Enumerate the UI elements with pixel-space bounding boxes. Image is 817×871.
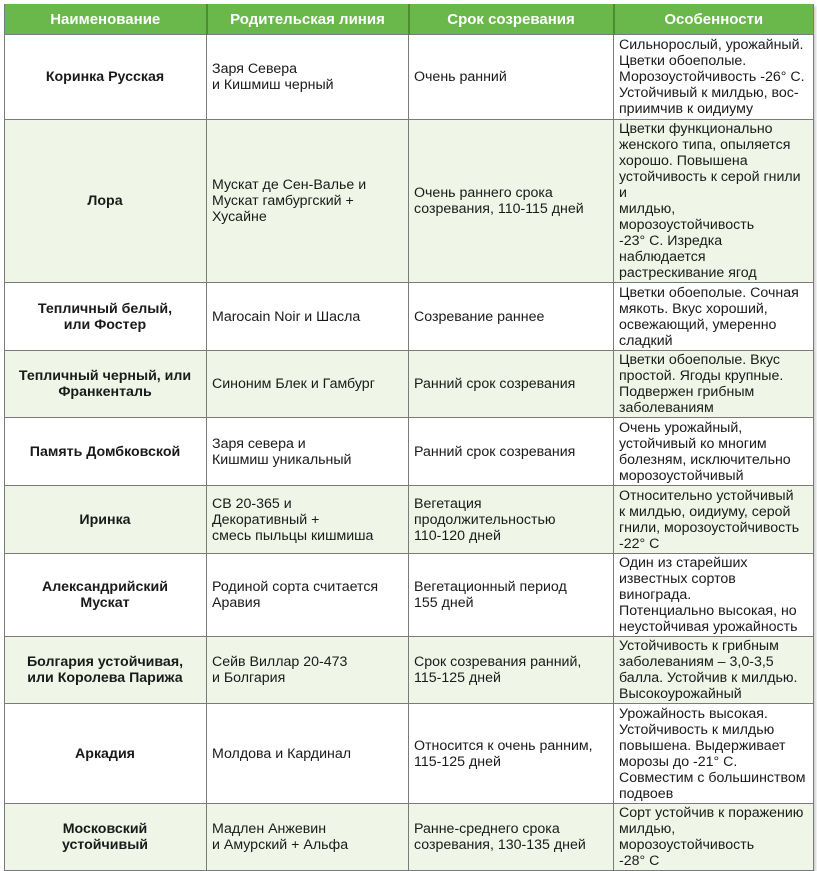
cell-name xyxy=(5,637,207,704)
cell-name-line: Александрийский xyxy=(42,579,168,595)
cell-features-line: Цветки обоеполые. Сочная xyxy=(619,284,799,301)
cell-parents-line: и Болгария xyxy=(212,670,286,686)
cell-features-line: болезням, исключительно xyxy=(619,451,791,468)
cell-name-line: Тепличный белый, xyxy=(37,300,173,317)
cell-name xyxy=(5,351,207,418)
cell-parents xyxy=(207,418,409,486)
cell-features-line: заболеваниям xyxy=(619,400,714,416)
cell-ripening-line: 155 дней xyxy=(414,595,474,611)
cell-ripening-line: Ранне-среднего срока xyxy=(414,821,560,837)
cell-name xyxy=(5,283,207,351)
cell-features-line: неустойчивая урожайность xyxy=(619,619,798,635)
cell-name xyxy=(5,120,207,283)
table-row xyxy=(5,704,814,804)
table-row xyxy=(5,637,814,704)
cell-features-line: Подвержен грибным xyxy=(619,384,755,400)
table-row xyxy=(5,351,814,418)
cell-name-line: Московский xyxy=(62,821,148,837)
cell-features-line: устойчивый ко многим xyxy=(619,435,767,452)
cell-features-line: Устойчивость к грибным xyxy=(619,638,779,654)
cell-parents xyxy=(207,486,409,554)
cell-ripening-line: Ранний срок созревания xyxy=(414,376,576,392)
cell-ripening-line: 110-120 дней xyxy=(414,527,501,544)
cell-parents-line: Мускат гамбургский + xyxy=(212,193,354,209)
cell-ripening xyxy=(409,637,614,704)
table-row xyxy=(5,35,814,120)
cell-parents-line: Marocain Noir и Шасла xyxy=(212,308,361,325)
cell-ripening-line: Очень раннего срока xyxy=(414,185,553,201)
cell-name-line: Мускат xyxy=(80,595,130,611)
table-row xyxy=(5,554,814,637)
cell-ripening xyxy=(409,120,614,283)
cell-ripening xyxy=(409,554,614,637)
cell-ripening-line: Ранний срок созревания xyxy=(414,443,576,460)
cell-name-line: или Фостер xyxy=(63,316,147,333)
cell-parents xyxy=(207,637,409,704)
cell-features-line: гнили, морозоустойчивость xyxy=(619,519,800,536)
table-row xyxy=(5,283,814,351)
cell-features xyxy=(614,120,814,283)
cell-features-line: Цветки обоеполые. xyxy=(619,53,747,69)
cell-features-line: Высокоурожайный xyxy=(619,686,742,702)
cell-features xyxy=(614,35,814,120)
cell-features-line: Морозоустойчивость -26° С. xyxy=(619,69,805,85)
cell-ripening-line: Относится к очень ранним, xyxy=(414,737,593,754)
cell-parents-line: Кишмиш уникальный xyxy=(212,451,352,468)
header-name: Наименование xyxy=(5,4,207,35)
cell-features xyxy=(614,637,814,704)
cell-features-line: повышена. Выдерживает xyxy=(619,737,786,754)
cell-parents xyxy=(207,283,409,351)
cell-name xyxy=(5,804,207,871)
header-parents: Родительская линия xyxy=(207,4,409,35)
cell-features-line: устойчивость к серой гнили и xyxy=(619,169,801,201)
cell-name xyxy=(5,418,207,486)
cell-features-line: Урожайность высокая. xyxy=(619,705,768,722)
cell-parents xyxy=(207,351,409,418)
cell-features-line: хорошо. Повышена xyxy=(619,153,748,169)
cell-features-line: Совместим с большинством xyxy=(619,769,806,786)
cell-ripening xyxy=(409,804,614,871)
cell-name-line: Аркадия xyxy=(75,745,135,762)
cell-ripening xyxy=(409,351,614,418)
cell-name-line: Коринка Русская xyxy=(45,69,165,85)
cell-parents xyxy=(207,554,409,637)
cell-parents-line: Родиной сорта считается xyxy=(212,579,379,595)
cell-name xyxy=(5,704,207,804)
cell-features-line: простой. Ягоды крупные. xyxy=(619,368,784,384)
cell-features-line: Цветки обоеполые. Вкус xyxy=(619,352,781,368)
table-row xyxy=(5,486,814,554)
cell-features-line: -28° С xyxy=(619,853,660,869)
cell-parents-line: Мускат де Сен-Валье и xyxy=(212,177,367,193)
cell-features xyxy=(614,351,814,418)
cell-features-line: Цветки функционально xyxy=(619,121,773,137)
header-features: Особенности xyxy=(614,4,814,35)
cell-features-line: Потенциально высокая, но xyxy=(619,603,797,619)
cell-parents-line: Аравия xyxy=(212,595,261,611)
cell-parents-line: Синоним Блек и Гамбург xyxy=(212,376,375,392)
cell-features-line: женского типа, опыляется xyxy=(619,137,791,153)
cell-name-line: Иринка xyxy=(79,511,131,528)
cell-name xyxy=(5,554,207,637)
cell-features-line: Относительно устойчивый xyxy=(619,487,794,504)
cell-parents xyxy=(207,35,409,120)
cell-features-line: морозы до -21° С. xyxy=(619,753,738,770)
cell-name-line: устойчивый xyxy=(61,837,149,853)
cell-features xyxy=(614,704,814,804)
cell-features-line: освежающий, умеренно xyxy=(619,316,777,333)
cell-name-line: Франкенталь xyxy=(58,384,152,400)
cell-features-line: милдью, морозоустойчивость xyxy=(619,201,755,233)
cell-features-line: Сильнорослый, урожайный. xyxy=(619,37,804,53)
cell-features-line: Очень урожайный, xyxy=(619,419,743,436)
cell-features xyxy=(614,283,814,351)
cell-parents-line: СВ 20-365 и xyxy=(212,495,292,512)
cell-features-line: растрескивание ягод xyxy=(619,265,757,281)
cell-ripening-line: созревания, 110-115 дней xyxy=(414,201,584,217)
table-row xyxy=(5,804,814,871)
cell-ripening xyxy=(409,418,614,486)
cell-ripening xyxy=(409,283,614,351)
cell-ripening-line: Вегетация xyxy=(414,495,482,512)
cell-features-line: мякоть. Вкус хороший, xyxy=(619,300,768,317)
cell-features-line: Один из старейших xyxy=(619,555,748,571)
cell-features-line: морозоустойчивый xyxy=(619,467,744,484)
cell-parents-line: смесь пыльцы кишмиша xyxy=(212,527,374,544)
cell-parents xyxy=(207,120,409,283)
header-row xyxy=(5,4,814,35)
cell-parents-line: и Кишмиш черный xyxy=(212,77,334,93)
cell-features-line: милдью, морозоустойчивость xyxy=(619,821,755,853)
cell-features-line: Сорт устойчив к поражению xyxy=(619,805,804,821)
cell-parents-line: Молдова и Кардинал xyxy=(212,745,352,762)
cell-name xyxy=(5,35,207,120)
cell-parents-line: Хусайне xyxy=(212,209,267,225)
cell-parents-line: Декоративный + xyxy=(212,511,320,528)
cell-features-line: заболеваниям – 3,0-3,5 xyxy=(619,654,774,670)
cell-parents-line: и Амурский + Альфа xyxy=(212,837,349,853)
cell-ripening-line: Срок созревания ранний, xyxy=(414,654,582,670)
cell-parents xyxy=(207,804,409,871)
cell-ripening-line: Вегетационный период xyxy=(414,579,567,595)
header-ripening: Срок созревания xyxy=(409,4,614,35)
cell-features-line: известных сортов винограда. xyxy=(619,571,736,603)
cell-name-line: Лора xyxy=(87,193,123,209)
cell-features-line: подвоев xyxy=(619,785,674,802)
cell-parents-line: Сейв Виллар 20-473 xyxy=(212,654,348,670)
grape-varieties-table xyxy=(4,4,814,871)
cell-ripening-line: 115-125 дней xyxy=(414,753,501,770)
cell-name-line: Память Домбковской xyxy=(29,443,181,460)
cell-ripening-line: созревания, 130-135 дней xyxy=(414,837,586,853)
cell-ripening-line: 115-125 дней xyxy=(414,670,501,686)
cell-features xyxy=(614,418,814,486)
table-row xyxy=(5,120,814,283)
cell-name-line: Болгария устойчивая, xyxy=(26,654,184,670)
cell-features-line: Устойчивость к милдью xyxy=(619,721,775,738)
cell-ripening-line: Очень ранний xyxy=(414,69,507,85)
cell-features xyxy=(614,804,814,871)
cell-features-line: к милдью, оидиуму, серой xyxy=(619,503,791,520)
cell-features-line: приимчив к оидиуму xyxy=(619,101,754,117)
cell-features-line: балла. Устойчив к милдью. xyxy=(619,670,798,686)
cell-features xyxy=(614,554,814,637)
cell-features-line: Устойчивый к милдью, вос- xyxy=(619,85,799,101)
cell-ripening xyxy=(409,35,614,120)
cell-name-line: Тепличный черный, или xyxy=(18,368,192,384)
cell-parents-line: Заря севера и xyxy=(212,435,306,452)
cell-name-line: или Королева Парижа xyxy=(27,670,183,686)
cell-parents-line: Заря Севера xyxy=(212,61,298,77)
cell-ripening xyxy=(409,486,614,554)
cell-features-line: -22° С xyxy=(619,535,660,552)
table-row xyxy=(5,418,814,486)
cell-ripening-line: Созревание раннее xyxy=(414,308,545,325)
cell-parents-line: Мадлен Анжевин xyxy=(212,821,327,837)
cell-ripening-line: продолжительностью xyxy=(414,511,556,528)
cell-name xyxy=(5,486,207,554)
cell-parents xyxy=(207,704,409,804)
cell-ripening xyxy=(409,704,614,804)
cell-features xyxy=(614,486,814,554)
cell-features-line: сладкий xyxy=(619,332,673,349)
cell-features-line: -23° С. Изредка наблюдается xyxy=(619,233,723,265)
